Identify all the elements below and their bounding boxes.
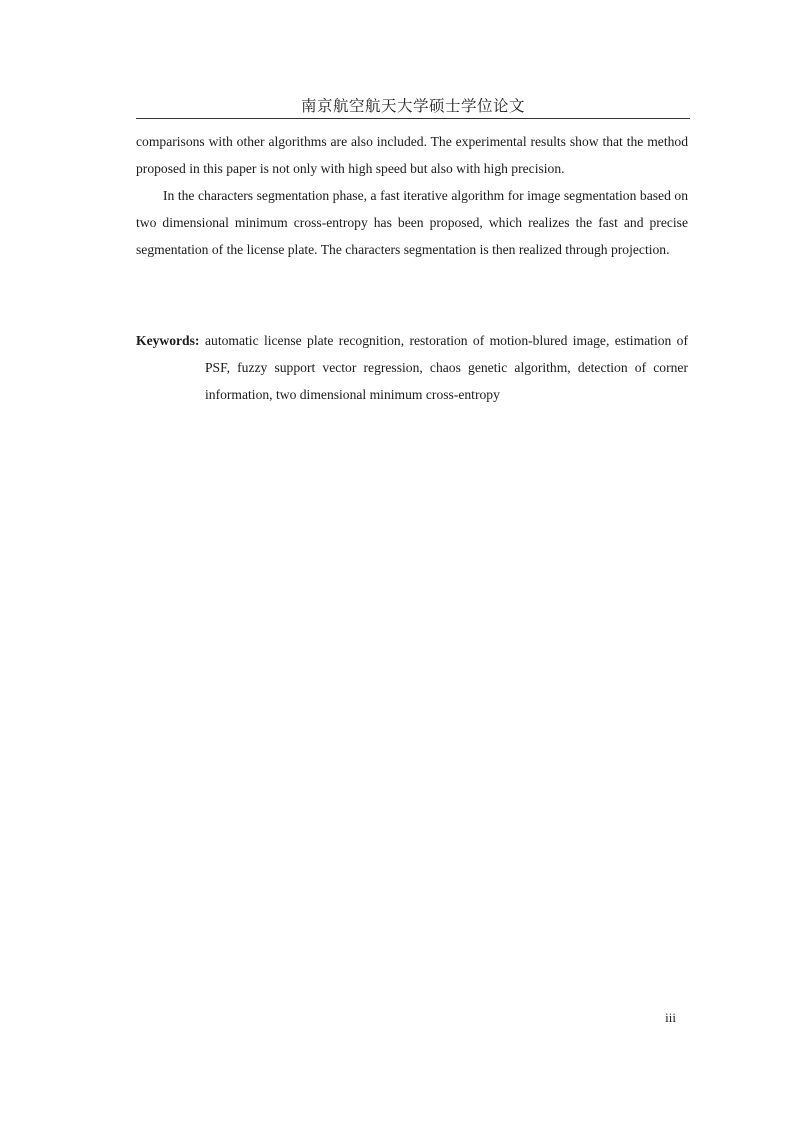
keywords-text: automatic license plate recognition, restoration of motion-blured image, estimation of PSF, fuzzy support vector regression, chaos genetic algorithm, detection of corner information, two dimensional minimum cross-entropy: [205, 333, 688, 402]
paragraph-continuation: comparisons with other algorithms are also included. The experimental results show that the method proposed in this paper is not only with high speed but also with high precision.: [136, 134, 688, 176]
paragraph-segmentation: In the characters segmentation phase, a fast iterative algorithm for image segmentation based on two dimensional minimum cross-entropy has been proposed, which realizes the fast and precise segmentation of the license plate. The characters segmentation is then realized through projection.: [136, 188, 688, 257]
header-rule: [136, 118, 690, 119]
page-number: iii: [665, 1010, 676, 1025]
running-header: 南京航空航天大学硕士学位论文: [300, 98, 525, 115]
keywords-label: Keywords:: [136, 333, 200, 348]
abstract-body: [136, 128, 688, 263]
keywords-block: [136, 327, 688, 408]
